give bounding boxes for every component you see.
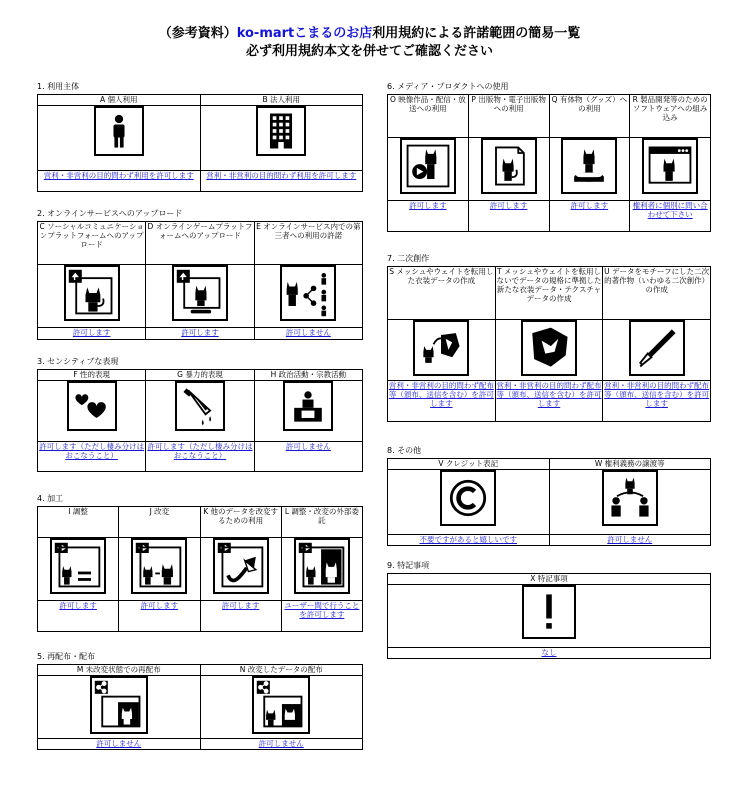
item-m-status: 許可しません — [38, 739, 201, 750]
item-q-status: 許可します — [549, 201, 630, 232]
rights-transfer-icon — [602, 470, 658, 526]
section-other — [387, 445, 711, 546]
costume-icon — [521, 320, 577, 376]
item-a-header: A 個人利用 — [38, 95, 201, 106]
item-s-status: 営利・非営利の目的問わず配布等（頒布、送信を含む）を許可します — [388, 381, 496, 422]
item-k-header: K 他のデータを改変するための利用 — [200, 507, 281, 538]
section-derivative — [387, 253, 711, 422]
item-e-header: E オンラインサービス内での第三者への利用の許諾 — [254, 222, 362, 265]
item-q-header: Q 有体物（グッズ）への利用 — [549, 95, 630, 138]
section-title: 7. 二次創作 — [387, 254, 430, 263]
section-title: 3. センシティブな表現 — [37, 357, 119, 366]
mesh-costume-icon — [413, 320, 469, 376]
share-users-icon — [280, 265, 336, 321]
podium-icon — [283, 381, 333, 431]
item-w-header: W 権利義務の譲渡等 — [549, 459, 711, 470]
section-usage-entity — [37, 81, 363, 192]
hearts-icon — [67, 381, 117, 431]
section-title: 9. 特記事項 — [387, 561, 430, 570]
goods-icon — [561, 138, 617, 194]
copyright-icon — [440, 470, 496, 526]
item-u-status: 営利・非営利の目的問わず配布等（頒布、送信を含む）を許可します — [603, 381, 711, 422]
section-title: 5. 再配布・配布 — [37, 652, 96, 661]
item-d-status: 許可します — [146, 328, 254, 340]
item-t-header: T メッシュやウェイトを転用しないでデータの規格に準拠した新たな衣装データ・テクスチャデータの作成 — [495, 267, 603, 320]
page-title-line1: （参考資料）ko-martこまるのお店利用規約による許諾範囲の簡易一覧 — [158, 26, 581, 41]
item-v-header: V クレジット表記 — [388, 459, 550, 470]
social-upload-icon — [64, 265, 120, 321]
item-i-status: 許可します — [38, 601, 119, 632]
section-title: 1. 利用主体 — [37, 82, 80, 91]
item-g-header: G 暴力的表現 — [146, 370, 254, 381]
item-h-status: 許可しません — [254, 442, 362, 472]
outsource-icon — [294, 538, 350, 594]
section-media — [387, 81, 711, 232]
item-d-header: D オンラインゲームプラットフォームへのアップロード — [146, 222, 254, 265]
item-o-status: 許可します — [388, 201, 469, 232]
section-title: 4. 加工 — [37, 494, 64, 503]
item-s-header: S メッシュやウェイトを転用した衣装データの作成 — [388, 267, 496, 320]
section-special-notes — [387, 560, 711, 659]
item-k-status: 許可します — [200, 601, 281, 632]
item-p-header: P 出版物・電子出版物への利用 — [468, 95, 549, 138]
page-title-line2: 必ず利用規約本文を併せてご確認ください — [245, 44, 493, 59]
exclamation-icon — [522, 585, 576, 639]
distribute-modified-icon — [252, 676, 310, 734]
redistribute-icon — [90, 676, 148, 734]
item-j-status: 許可します — [119, 601, 200, 632]
video-icon — [400, 138, 456, 194]
item-r-status: 権利者に個別に問い合わせて下さい — [630, 201, 711, 232]
section-title: 6. メディア・プロダクトへの使用 — [387, 82, 509, 91]
item-b-status: 営利・非営利の目的問わず利用を許可します — [200, 171, 363, 192]
item-c-header: C ソーシャルコミュニケーションプラットフォームへのアップロード — [38, 222, 146, 265]
item-r-header: R 製品開発等のためのソフトウェアへの組み込み — [630, 95, 711, 138]
item-f-status: 許可します（ただし棲み分けはおこなうこと） — [38, 442, 146, 472]
section-title: 2. オンラインサービスへのアップロード — [37, 209, 183, 218]
item-i-header: I 調整 — [38, 507, 119, 538]
section-redistribution — [37, 651, 363, 750]
pen-icon — [629, 320, 685, 376]
item-m-header: M 未改変状態での再配布 — [38, 665, 201, 676]
section-processing — [37, 493, 363, 632]
section-sensitive — [37, 356, 363, 472]
item-f-header: F 性的表現 — [38, 370, 146, 381]
section-online-upload — [37, 208, 363, 340]
item-n-status: 許可しません — [200, 739, 363, 750]
item-e-status: 許可しません — [254, 328, 362, 340]
item-v-status: 不要ですがあると嬉しいです — [388, 535, 550, 546]
modify-icon — [131, 538, 187, 594]
item-u-header: U データをモチーフにした二次的著作物（いわゆる二次創作）の作成 — [603, 267, 711, 320]
item-o-header: O 映像作品・配信・放送への利用 — [388, 95, 469, 138]
item-t-status: 営利・非営利の目的問わず配布等（頒布、送信を含む）を許可します — [495, 381, 603, 422]
item-a-status: 営利・非営利の目的問わず利用を許可します — [38, 171, 201, 192]
building-icon — [256, 106, 306, 156]
knife-icon — [175, 381, 225, 431]
person-icon — [94, 106, 144, 156]
software-icon — [642, 138, 698, 194]
item-g-status: 許可します（ただし棲み分けはおこなうこと） — [146, 442, 254, 472]
item-b-header: B 法人利用 — [200, 95, 363, 106]
item-l-status: ユーザー間で行うことを許可します — [281, 601, 362, 632]
item-l-header: L 調整・改変の外部委託 — [281, 507, 362, 538]
item-j-header: J 改変 — [119, 507, 200, 538]
publication-icon — [481, 138, 537, 194]
item-p-status: 許可します — [468, 201, 549, 232]
shop-name: ko-martこまるのお店 — [236, 26, 373, 41]
item-n-header: N 改変したデータの配布 — [200, 665, 363, 676]
adjust-icon — [50, 538, 106, 594]
item-x-header: X 特記事項 — [388, 574, 711, 585]
transform-icon — [213, 538, 269, 594]
item-x-status: なし — [388, 648, 711, 659]
section-title: 8. その他 — [387, 446, 422, 455]
item-c-status: 許可します — [38, 328, 146, 340]
game-upload-icon — [172, 265, 228, 321]
item-w-status: 許可しません — [549, 535, 711, 546]
item-h-header: H 政治活動・宗教活動 — [254, 370, 362, 381]
